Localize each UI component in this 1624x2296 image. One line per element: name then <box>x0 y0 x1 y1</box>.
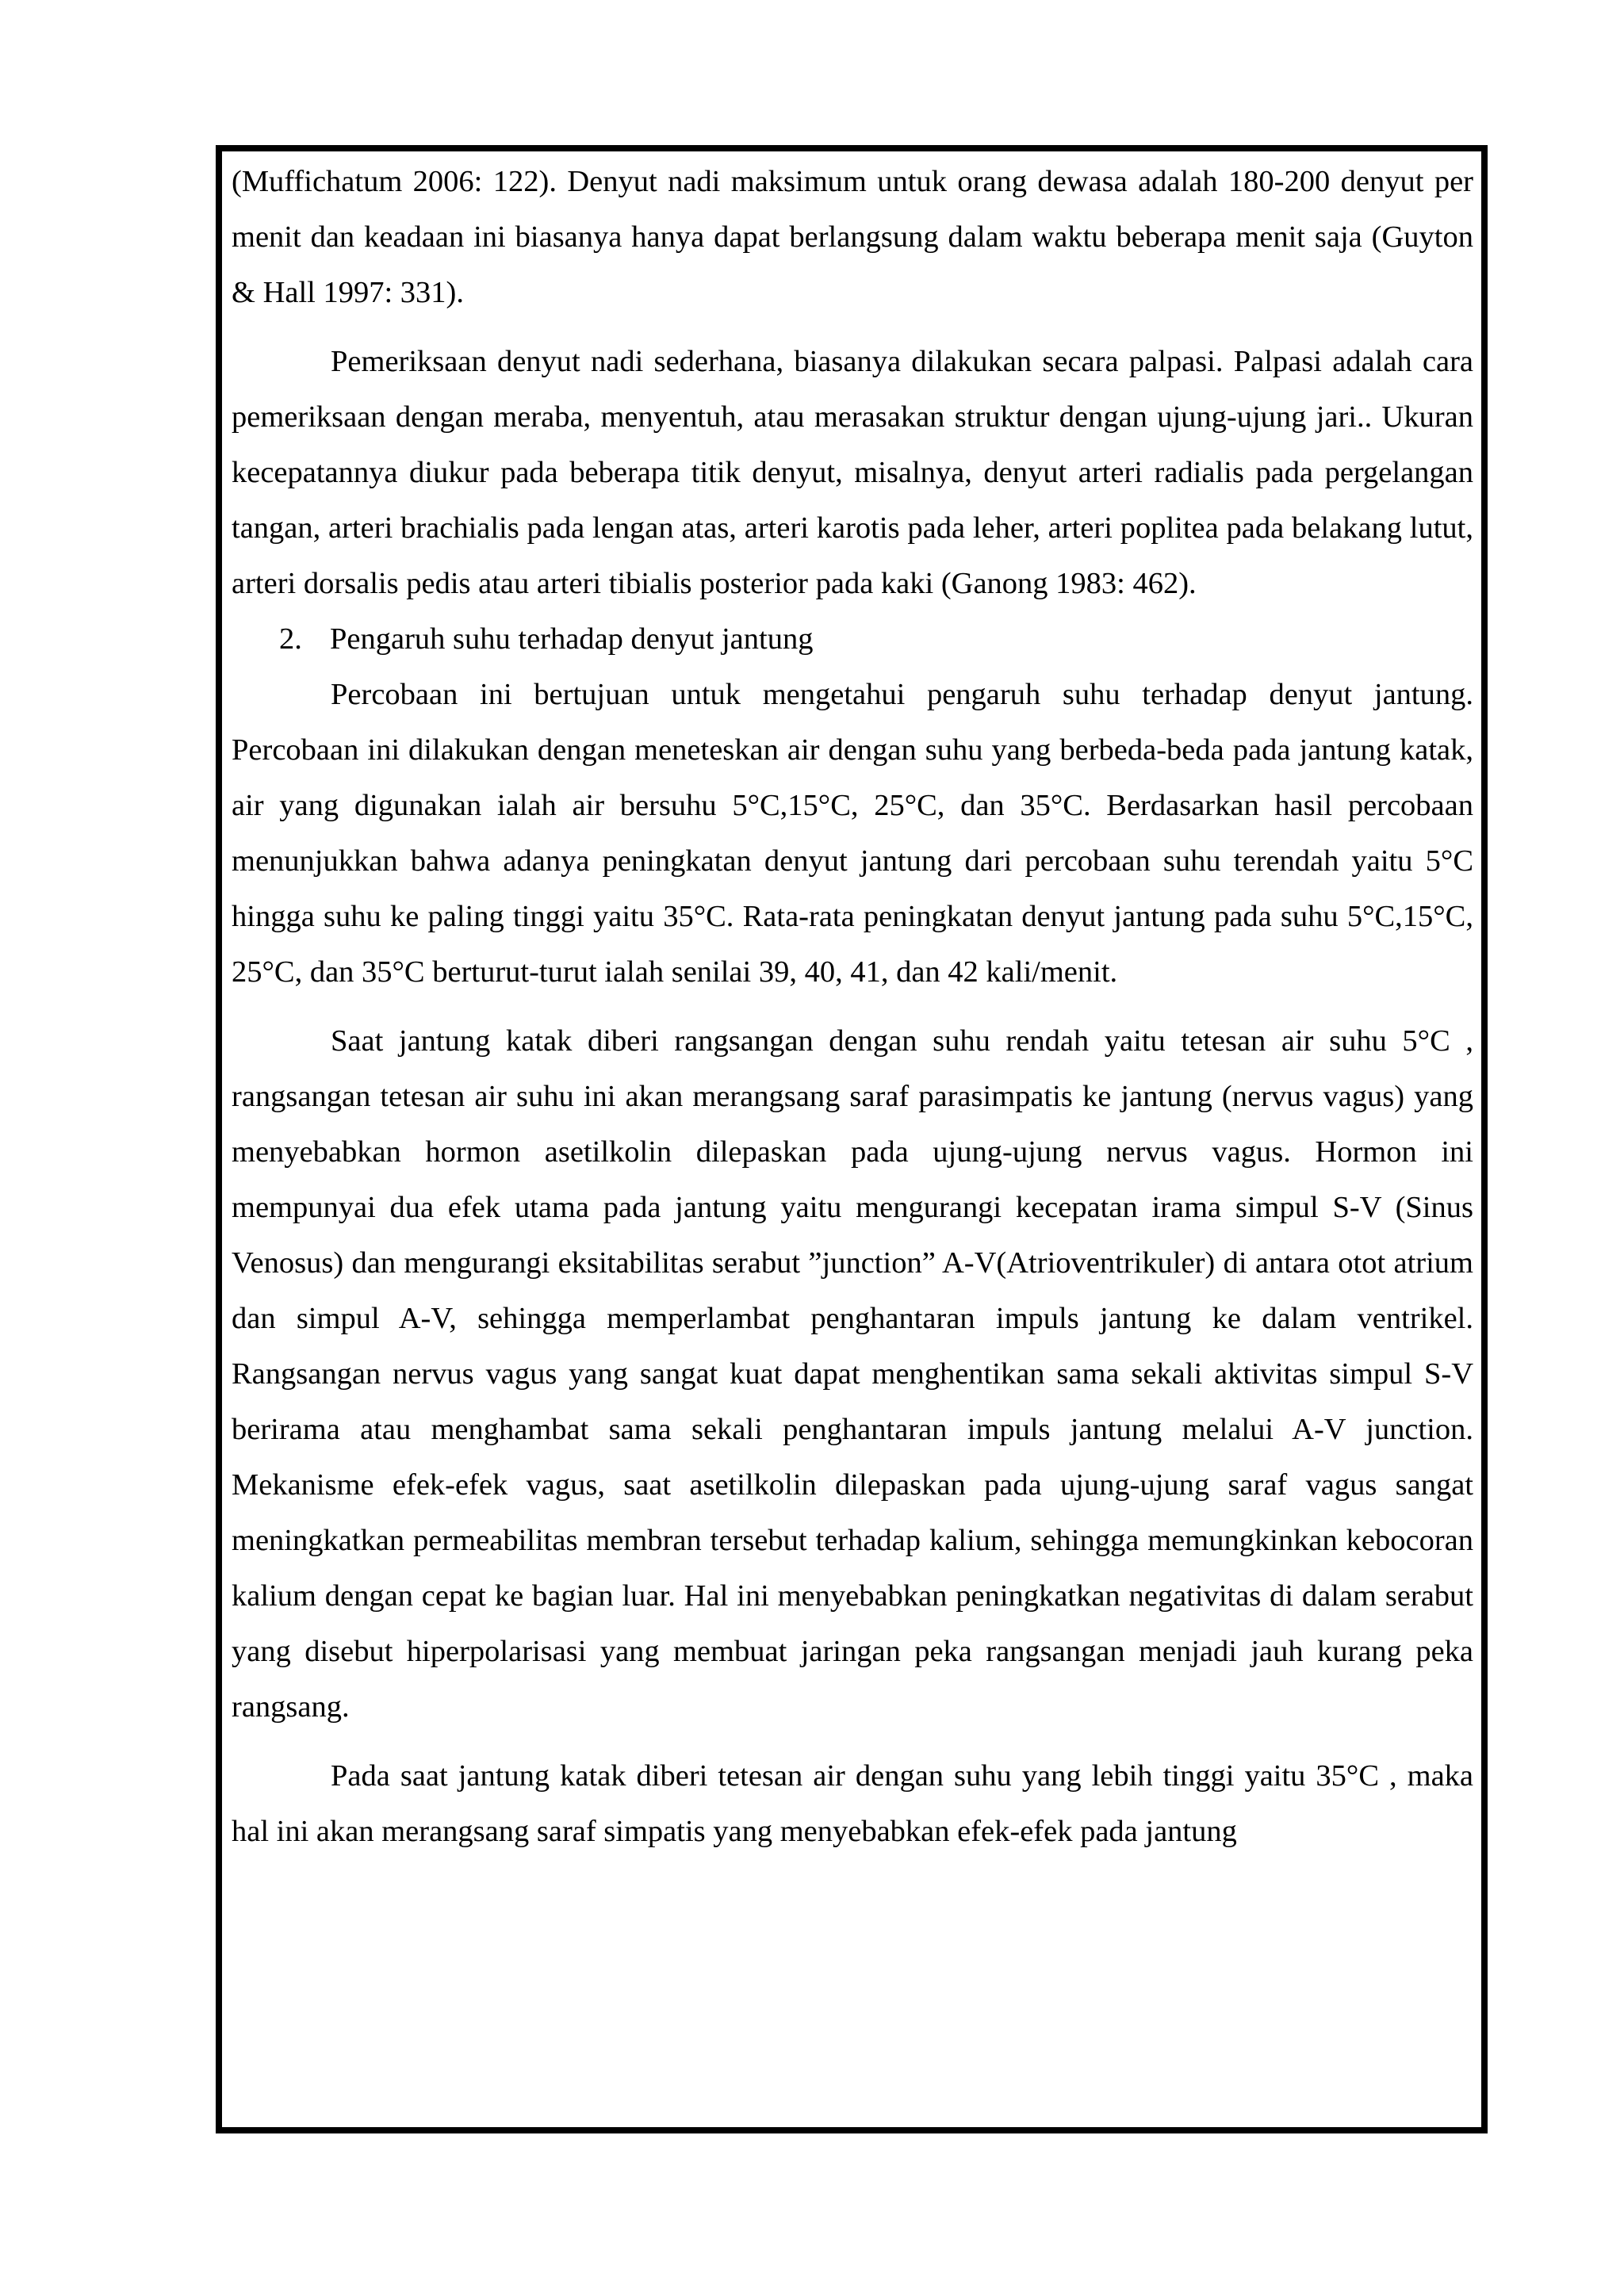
paragraph-low-temperature-effect: Saat jantung katak diberi rangsangan dengan suhu rendah yaitu tetesan air suhu 5°C , rangsangan tetesan air suhu ini akan merangsang saraf parasimpatis ke jantung (nervus vagus) yang menyebabkan hormon asetilkolin dilepaskan pada ujung-ujung nervus vagus. Hormon ini mempunyai dua efek utama pada jantung yaitu mengurangi kecepatan irama simpul S-V (Sinus Venosus) dan mengurangi eksitabilitas serabut ”junction” A-V(Atrioventrikuler) di antara otot atrium dan simpul A-V, sehingga memperlambat penghantaran impuls jantung ke dalam ventrikel. Rangsangan nervus vagus yang sangat kuat dapat menghentikan sama sekali aktivitas simpul S-V berirama atau menghambat sama sekali penghantaran impuls jantung melalui A-V junction. Mekanisme efek-efek vagus, saat asetilkolin dilepaskan pada ujung-ujung saraf vagus sangat meningkatkan permeabilitas membran tersebut terhadap kalium, sehingga memungkinkan kebocoran kalium dengan cepat ke bagian luar. Hal ini menyebabkan peningkatkan negativitas di dalam serabut yang disebut hiperpolarisasi yang membuat jaringan peka rangsangan menjadi jauh kurang peka rangsang. <box>232 1024 1473 1724</box>
paragraph-experiment-temperature: Percobaan ini bertujuan untuk mengetahui pengaruh suhu terhadap denyut jantung. Percobaan ini dilakukan dengan meneteskan air dengan suhu yang berbeda-beda pada jantung katak, air yang digunakan ialah air bersuhu 5°C,15°C, 25°C, dan 35°C. Berdasarkan hasil percobaan menunjukkan bahwa adanya peningkatan denyut jantung dari percobaan suhu terendah yaitu 5°C hingga suhu ke paling tinggi yaitu 35°C. Rata-rata peningkatan denyut jantung pada suhu 5°C,15°C, 25°C, dan 35°C berturut-turut ialah senilai 39, 40, 41, dan 42 kali/menit. <box>232 678 1473 989</box>
section-number: 2. <box>279 622 302 656</box>
document-body <box>232 154 1473 1859</box>
section-title: Pengaruh suhu terhadap denyut jantung <box>330 622 814 656</box>
section-heading <box>232 611 1473 667</box>
paragraph-high-temperature-effect: Pada saat jantung katak diberi tetesan air dengan suhu yang lebih tinggi yaitu 35°C , maka hal ini akan merangsang saraf simpatis yang menyebabkan efek-efek pada jantung <box>232 1759 1473 1848</box>
paragraph-palpation: Pemeriksaan denyut nadi sederhana, biasanya dilakukan secara palpasi. Palpasi adalah cara pemeriksaan dengan meraba, menyentuh, atau merasakan struktur dengan ujung-ujung jari.. Ukuran kecepatannya diukur pada beberapa titik denyut, misalnya, denyut arteri radialis pada pergelangan tangan, arteri brachialis pada lengan atas, arteri karotis pada leher, arteri poplitea pada belakang lutut, arteri dorsalis pedis atau arteri tibialis posterior pada kaki (Ganong 1983: 462). <box>232 345 1473 600</box>
paragraph-citation-pulse-max: (Muffichatum 2006: 122). Denyut nadi maksimum untuk orang dewasa adalah 180-200 denyut per menit dan keadaan ini biasanya hanya dapat berlangsung dalam waktu beberapa menit saja (Guyton & Hall 1997: 331). <box>232 165 1473 309</box>
